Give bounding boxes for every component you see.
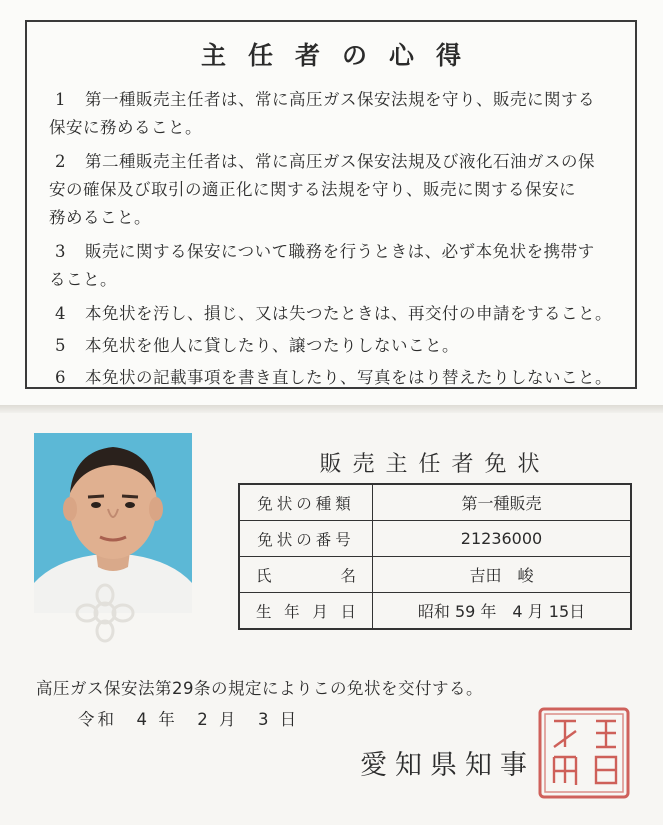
rule-number: 5 <box>55 336 66 355</box>
row-label <box>239 557 373 593</box>
holder-name-value: 吉田 峻 <box>373 557 632 593</box>
card-fold <box>0 405 663 413</box>
label-char: 日 <box>340 602 356 621</box>
rule-line: 販売に関する保安について職務を行うときは、必ず本免状を携帯す <box>85 242 595 261</box>
rule-line: 保安に務めること。 <box>49 118 202 137</box>
birth-date-value: 昭和 59 年 4 月 15日 <box>373 593 632 630</box>
label-char: 名 <box>340 566 356 585</box>
issuance-statement: 高圧ガス保安法第29条の規定によりこの免状を交付する。 <box>36 679 483 698</box>
table-row <box>239 557 631 593</box>
row-label <box>239 593 373 630</box>
rule-line: 安の確保及び取引の適正化に関する法規を守り、販売に関する保安に <box>49 180 576 199</box>
rule-item-6 <box>49 364 629 392</box>
rule-item-4 <box>49 300 629 328</box>
rule-line: 第二種販売主任者は、常に高圧ガス保安法規及び液化石油ガスの保 <box>85 152 595 171</box>
rule-number: 3 <box>55 242 66 261</box>
rules-card <box>0 0 663 405</box>
rule-item-2 <box>49 148 629 232</box>
row-label: 免状の種類 <box>239 484 373 521</box>
rules-list <box>49 86 629 396</box>
rule-item-1 <box>49 86 629 142</box>
rules-title: 主任者の心得 <box>200 41 483 70</box>
rule-number: 2 <box>55 152 66 171</box>
rule-item-3 <box>49 238 629 294</box>
license-number-value: 21236000 <box>373 521 632 557</box>
rule-line: 本免状の記載事項を書き直したり、写真をはり替えたりしないこと。 <box>85 368 612 387</box>
rule-line: 第一種販売主任者は、常に高圧ガス保安法規を守り、販売に関する <box>85 90 595 109</box>
rule-item-5 <box>49 332 629 360</box>
license-card <box>0 413 663 825</box>
rules-box <box>25 20 637 389</box>
rule-line: 務めること。 <box>49 208 151 227</box>
label-char: 氏 <box>256 566 272 585</box>
label-char: 年 <box>284 602 300 621</box>
label-char: 生 <box>256 602 272 621</box>
label-char: 月 <box>312 602 328 621</box>
issuer-name: 愛知県知事 <box>360 750 535 781</box>
rule-number: 4 <box>55 304 66 323</box>
issue-date: 令和 4 年 2 月 3 日 <box>78 710 300 729</box>
table-row <box>239 484 631 521</box>
table-row <box>239 521 631 557</box>
rule-line: ること。 <box>49 270 117 289</box>
license-info-table <box>238 483 632 630</box>
emboss-mark <box>70 583 140 643</box>
rule-number: 1 <box>55 90 66 109</box>
official-seal-stamp <box>536 705 632 801</box>
row-label: 免状の番号 <box>239 521 373 557</box>
license-title: 販売主任者免状 <box>319 452 551 477</box>
license-type-value: 第一種販売 <box>373 484 632 521</box>
table-row <box>239 593 631 630</box>
rule-line: 本免状を汚し、損じ、又は失つたときは、再交付の申請をすること。 <box>85 304 612 323</box>
rule-number: 6 <box>55 368 66 387</box>
rule-line: 本免状を他人に貸したり、譲つたりしないこと。 <box>85 336 459 355</box>
